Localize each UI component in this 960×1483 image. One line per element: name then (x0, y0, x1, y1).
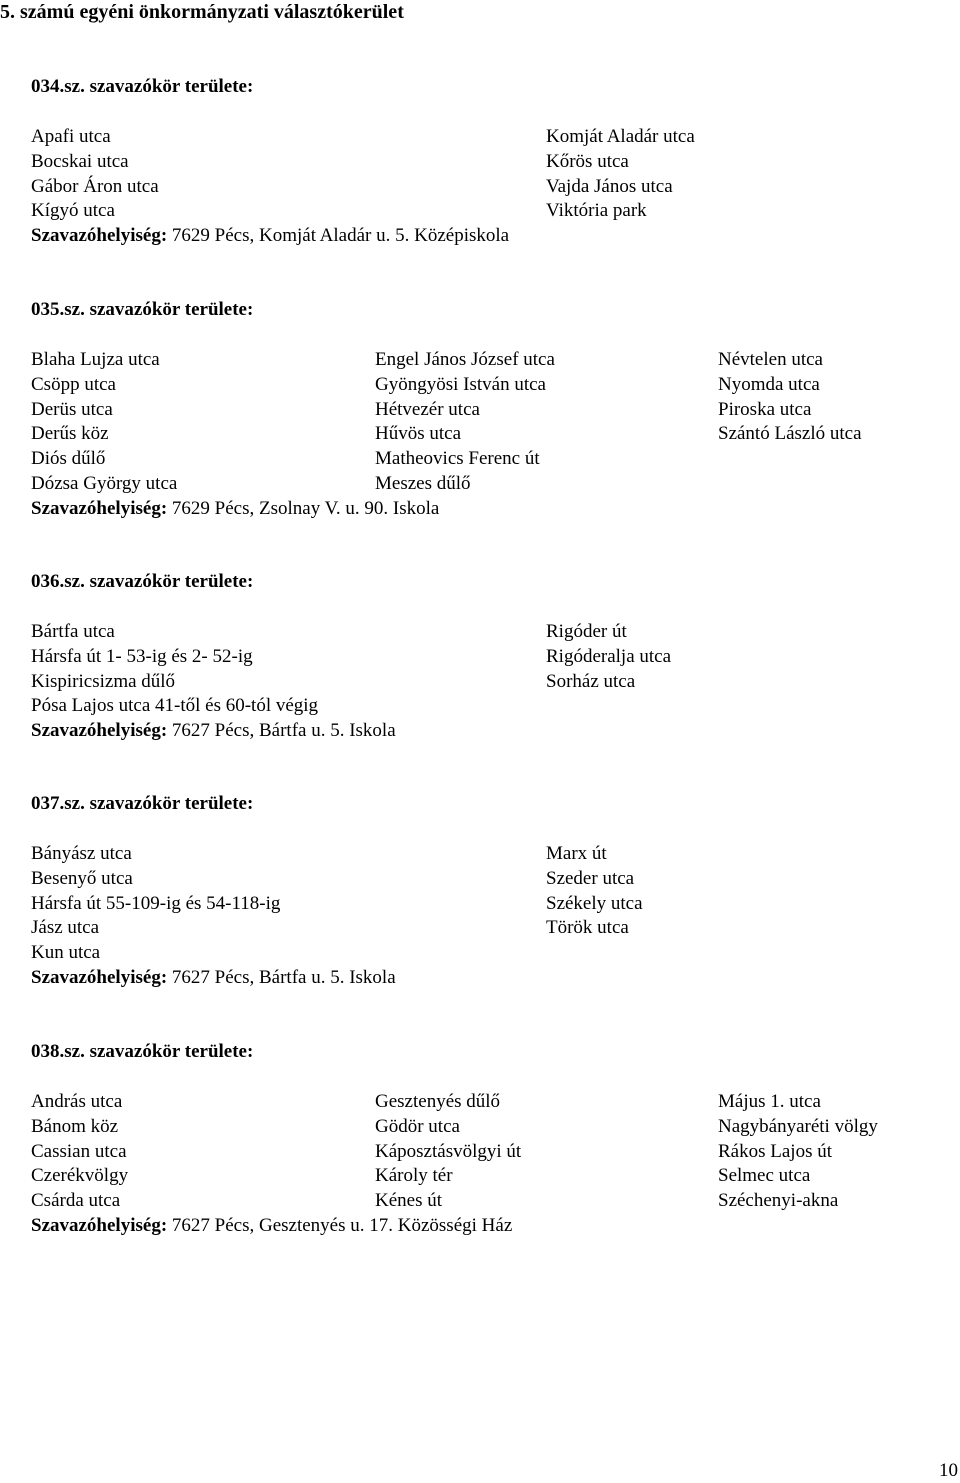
street-name: Gödör utca (375, 1115, 460, 1137)
street-name: Derüs utca (31, 398, 113, 420)
polling-venue (31, 497, 439, 521)
street-name: Székely utca (546, 892, 643, 914)
section-heading: 034.sz. szavazókör területe: (31, 76, 254, 97)
polling-venue (31, 224, 509, 248)
street-name: Engel János József utca (375, 349, 555, 370)
street-name: Gábor Áron utca (31, 175, 159, 197)
street-name: Szántó László utca (718, 423, 862, 445)
page-number: 10 (939, 1460, 958, 1481)
street-name: Derűs köz (31, 423, 109, 445)
venue-label: Szavazóhelyiség: (31, 1215, 168, 1236)
street-name: Nyomda utca (718, 373, 820, 395)
street-name: Rigóderalja utca (546, 645, 672, 667)
street-name: Hársfa út 55-109-ig és 54-118-ig (31, 892, 281, 914)
street-name: Meszes dűlő (375, 473, 471, 494)
street-name: Gesztenyés dűlő (375, 1091, 501, 1112)
street-name: Rákos Lajos út (718, 1140, 832, 1162)
polling-venue (31, 1214, 512, 1238)
street-name: Jász utca (31, 917, 100, 939)
street-name: Kőrös utca (546, 150, 629, 172)
section-heading: 037.sz. szavazókör területe: (31, 793, 254, 814)
venue-address: 7627 Pécs, Gesztenyés u. 17. Közösségi Ház (167, 1215, 513, 1236)
street-name: Dózsa György utca (31, 473, 178, 494)
street-name: Diós dűlő (31, 448, 106, 470)
street-name: Török utca (546, 917, 629, 939)
street-name: Hársfa út 1- 53-ig és 2- 52-ig (31, 645, 253, 667)
street-name: Kígyó utca (31, 200, 115, 222)
venue-label: Szavazóhelyiség: (31, 967, 168, 988)
street-name: Hétvezér utca (375, 398, 480, 420)
street-name: Csárda utca (31, 1190, 121, 1212)
street-name: Blaha Lujza utca (31, 349, 160, 370)
section-heading: 038.sz. szavazókör területe: (31, 1041, 254, 1062)
venue-label: Szavazóhelyiség: (31, 225, 168, 247)
street-name: Komját Aladár utca (546, 126, 695, 147)
street-name: Marx út (546, 843, 607, 864)
street-name: Cassian utca (31, 1140, 127, 1162)
street-name: Rigóder út (546, 621, 627, 642)
street-name: Sorház utca (546, 670, 636, 692)
street-name: Besenyő utca (31, 867, 133, 889)
street-name: Bánom köz (31, 1115, 119, 1137)
venue-address: 7627 Pécs, Bártfa u. 5. Iskola (167, 720, 396, 742)
street-name: Selmec utca (718, 1165, 811, 1187)
street-name: Kun utca (31, 942, 101, 964)
section-heading: 035.sz. szavazókör területe: (31, 299, 254, 320)
street-name: Szeder utca (546, 867, 635, 889)
street-name: Május 1. utca (718, 1091, 821, 1112)
street-name: Bányász utca (31, 843, 132, 864)
venue-address: 7629 Pécs, Zsolnay V. u. 90. Iskola (167, 497, 440, 519)
venue-address: 7627 Pécs, Bártfa u. 5. Iskola (167, 967, 396, 988)
street-name: Nagybányaréti völgy (718, 1115, 878, 1137)
polling-venue (31, 966, 396, 990)
street-name: Piroska utca (718, 398, 812, 420)
street-name: Czerékvölgy (31, 1165, 129, 1187)
street-name: Széchenyi-akna (718, 1190, 839, 1212)
street-name: Vajda János utca (546, 175, 673, 197)
venue-address: 7629 Pécs, Komját Aladár u. 5. Középiskola (167, 225, 510, 247)
street-name: Gyöngyösi István utca (375, 373, 546, 395)
polling-venue (31, 719, 396, 743)
street-name: Csöpp utca (31, 373, 116, 395)
street-name: Apafi utca (31, 126, 111, 147)
section-heading: 036.sz. szavazókör területe: (31, 571, 254, 592)
street-name: Névtelen utca (718, 349, 823, 370)
street-name: Kispiricsizma dűlő (31, 670, 176, 692)
street-name: Matheovics Ferenc út (375, 448, 540, 470)
venue-label: Szavazóhelyiség: (31, 497, 168, 519)
street-name: Viktória park (546, 200, 647, 222)
street-name: Pósa Lajos utca 41-től és 60-tól végig (31, 695, 319, 717)
street-name: Bártfa utca (31, 621, 115, 642)
street-name: Bocskai utca (31, 150, 129, 172)
street-name: Hűvös utca (375, 423, 462, 445)
venue-label: Szavazóhelyiség: (31, 720, 168, 742)
street-name: Káposztásvölgyi út (375, 1140, 522, 1162)
district-title: 5. számú egyéni önkormányzati választókerület (0, 1, 404, 23)
street-name: Károly tér (375, 1165, 453, 1187)
street-name: András utca (31, 1091, 123, 1112)
street-name: Kénes út (375, 1190, 443, 1212)
